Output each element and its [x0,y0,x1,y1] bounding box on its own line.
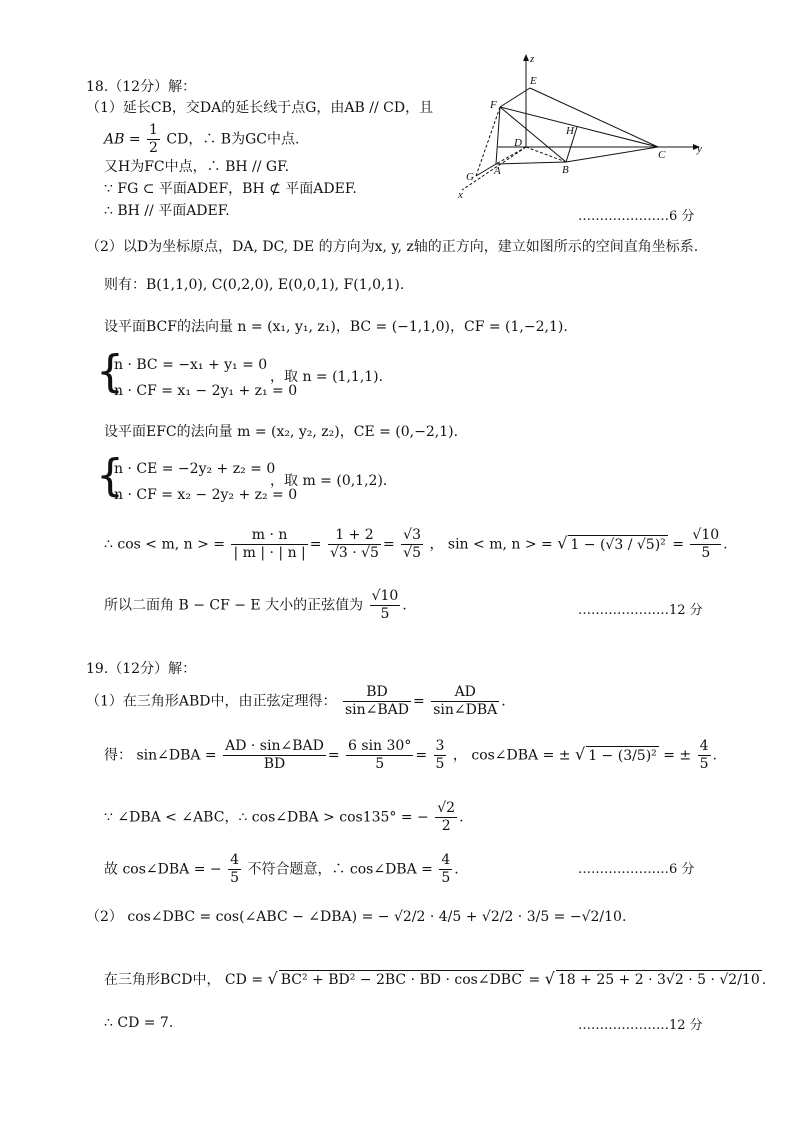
fraction-den: 5 [701,545,711,561]
q19-p1-line3: ∵ ∠DBA < ∠ABC，∴ cos∠DBA > cos135° = − $\frac{√2}{2}$ . [104,800,464,834]
q19-score-12: …………………12 分 [578,1018,703,1033]
conclusion-text: 所以二面角 B − CF − E 大小的正弦值为 [104,597,364,614]
fraction-num: 4 [230,852,239,868]
cd-radicand-2: 18 + 25 + 2 · 3√2 · 5 · √2/10 [557,972,760,988]
sys1-eq2: n · CF = x₁ − 2y₁ + z₁ = 0 [114,383,298,399]
fraction-num: 4 [699,738,709,754]
sin-radicand: 1 − (√3 / √5)² [570,536,666,553]
fraction-den: 5 [441,870,451,886]
label-G: G [466,171,474,183]
sys2-take: ，取 m = (0,1,2). [270,473,388,489]
q18-p1-line4: ∵ FG ⊂ 平面ADEF，BH ⊄ 平面ADEF. [104,181,357,197]
reject-text-a: 故 cos∠DBA = − [104,861,222,878]
fraction-num: 4 [441,852,451,868]
q18-p2-line4: 设平面EFC的法向量 m = (x₂, y₂, z₂)，CE = (0,−2,1). [104,424,459,440]
accept-fraction [439,852,452,887]
edge-BC [566,147,658,162]
conclusion-fraction [370,588,401,623]
sin-lhs: ， sin < m, n > = [429,536,553,553]
cos-fraction-1 [231,527,307,562]
fraction-den: BD [263,756,286,772]
q18-header: 18.（12分）解： [86,79,197,95]
sine-law-fraction-1 [343,684,411,719]
fraction-num: AD [431,684,499,702]
label-D: D [514,137,522,149]
fraction-num: √3 [403,527,421,543]
label-y: y [697,143,702,155]
sin-fraction [690,527,721,562]
edge-EC [530,88,658,147]
sin-dba-fraction-3 [434,738,447,773]
fraction-den: 5 [380,606,390,622]
cos-dba-fraction [698,738,711,773]
fraction-den: 2 [149,140,158,156]
q18-cos-line: ∴ cos < m, n > = $\frac{m \cdot n}{| m | \cdot | n |}$ = $\frac{1 + 2}{√3 \cdot √5}$ = $\frac{√3}{√5}$ ， sin < m, n > = √ 1 − (√3 / √5)² = $\frac{√10}{5}$ . [104,527,728,561]
label-E: E [530,75,537,87]
edge-AB [496,162,566,164]
cos-fraction-2 [328,527,381,562]
brace-1: { [96,346,124,397]
fraction-num: 1 [149,122,158,138]
fraction-den: 5 [435,756,445,772]
fraction-num: BD [343,684,411,702]
q18-p1-line1: （1）延长CB，交DA的延长线于点G，由AB // CD，且 [86,100,434,116]
radical-sign: √ [557,533,568,553]
cos-dbc-terms: √2/2 · 4/5 + √2/2 · 3/5 = −√2/10 [393,909,622,925]
edge-FA [496,107,500,164]
q19-score-6: …………………6 分 [578,862,695,877]
label-z: z [530,53,535,65]
q19-header: 19.（12分）解： [86,661,197,677]
label-C: C [658,149,666,161]
q19-p1-text: （1）在三角形ABD中，由正弦定理得： [86,693,337,710]
q18-p2-line2: 则有：B(1,1,0), C(0,2,0), E(0,0,1), F(1,0,1). [104,277,405,293]
radical-sign: √ [574,744,586,764]
fraction-num: 3 [435,738,445,754]
angle-compare: ∵ ∠DBA < ∠ABC，∴ cos∠DBA > cos135° = − [104,809,429,826]
brace-2: { [96,450,124,501]
fraction-num: 6 sin 30° [348,738,412,754]
cos-dba-lhs: ， cos∠DBA = ± [452,747,571,764]
q18-p2-line1: （2）以D为坐标原点，DA, DC, DE 的方向为x, y, z轴的正方向，建立如图所示的空间直角坐标系. [86,239,699,255]
fraction-den: √5 [403,545,421,561]
radical-sign: √ [544,969,555,988]
q18-score-6: …………………6 分 [578,209,695,224]
cd-radicand-1: BC² + BD² − 2BC · BD · cos∠DBC [280,972,523,988]
cd-lhs: 在三角形BCD中， CD = [104,972,264,988]
q19-p1-line2: 得： sin∠DBA = $\frac{\text{AD · sin∠BAD}}{BD}$ = $\frac{6 \sin 30^\circ}{5}$ = $\frac{3}{5}$ ， cos∠DBA = ± √ 1 − (3/5)² = ± $\frac{4}{5}$ . [104,738,717,772]
cos-dbc-lhs: （2） cos∠DBC = cos(∠ABC − ∠DBA) = − [86,909,390,925]
label-B: B [562,164,569,176]
edge-DB [526,147,566,162]
sin-dba-fraction-1 [223,738,326,773]
fraction-num: √2 [437,800,456,816]
radical-sign: √ [267,969,278,988]
reject-fraction [228,852,241,887]
q19-p2-line3: ∴ CD = 7. [104,1015,174,1031]
cos-lhs: ∴ cos < m, n > = [104,536,225,553]
plus-minus: = ± [663,747,692,764]
q18-p1-line3: 又H为FC中点，∴ BH // GF. [104,159,290,175]
edge-GA [476,164,496,176]
fraction-den: 5 [699,756,709,772]
q18-p2-line3: 设平面BCF的法向量 n = (x₁, y₁, z₁)，BC = (−1,1,0)，CF = (1,−2,1). [104,319,568,335]
cos-dba-radicand: 1 − (3/5)² [588,747,657,764]
fraction-den: 5 [375,756,385,772]
q19-p2-line1: （2） cos∠DBC = cos(∠ABC − ∠DBA) = − √2/2 · 4/5 + √2/2 · 3/5 = −√2/10. [86,909,627,925]
label-A: A [494,165,501,177]
fraction-num: m · n [231,527,307,545]
geometry-figure [450,52,710,202]
label-x: x [458,189,463,201]
reject-text-b: 不符合题意，∴ cos∠DBA = [247,861,433,878]
q18-conclusion: 所以二面角 B − CF − E 大小的正弦值为 $\frac{√10}{5}$ . [104,588,407,622]
sys2-eq1: n · CE = −2y₂ + z₂ = 0 [114,461,276,477]
edge-DA [496,147,526,164]
z-arrow [523,54,529,61]
cos135-fraction [435,800,457,835]
fraction-num: √10 [371,588,399,604]
fraction-num: 1 + 2 [328,527,381,545]
q18-p1-line2-rest: CD，∴ B为GC中点. [166,131,300,148]
sys1-take: ，取 n = (1,1,1). [270,369,384,385]
q18-p1-line2 [104,122,299,157]
q18-ab: AB = [104,131,141,148]
fraction-den: sin∠BAD [344,702,410,718]
sin-dba-lhs: 得： sin∠DBA = [104,747,217,764]
q19-p1-line1: （1）在三角形ABD中，由正弦定理得： $\frac{BD}{\text{sin∠BAD}}$ = $\frac{AD}{\text{sin∠DBA}}$ . [86,684,506,718]
fraction-half [147,122,160,157]
q19-p1-line4: 故 cos∠DBA = − $\frac{4}{5}$ 不符合题意，∴ cos∠DBA = $\frac{4}{5}$ . [104,852,459,886]
q18-p1-line5: ∴ BH // 平面ADEF. [104,203,230,219]
sin-dba-fraction-2 [346,738,413,773]
fraction-den: √3 · √5 [329,545,379,561]
fraction-num: AD · sin∠BAD [225,738,324,754]
fraction-den: 5 [230,870,239,886]
sys2-eq2: n · CF = x₂ − 2y₂ + z₂ = 0 [114,487,298,503]
label-F: F [490,99,497,111]
fraction-den: | m | · | n | [233,545,306,561]
fraction-num: √10 [692,527,720,543]
q19-p2-line2: 在三角形BCD中， CD = √ BC² + BD² − 2BC · BD · cos∠DBC = √ 18 + 25 + 2 · 3√2 · 5 · √2/10 . [104,969,767,988]
sys1-eq1: n · BC = −x₁ + y₁ = 0 [114,357,268,373]
fraction-den: 2 [441,818,451,834]
q18-score-12: …………………12 分 [578,603,703,618]
sine-law-fraction-2 [431,684,499,719]
cos-fraction-3 [401,527,423,562]
label-H: H [566,125,574,137]
fraction-den: sin∠DBA [433,702,498,718]
